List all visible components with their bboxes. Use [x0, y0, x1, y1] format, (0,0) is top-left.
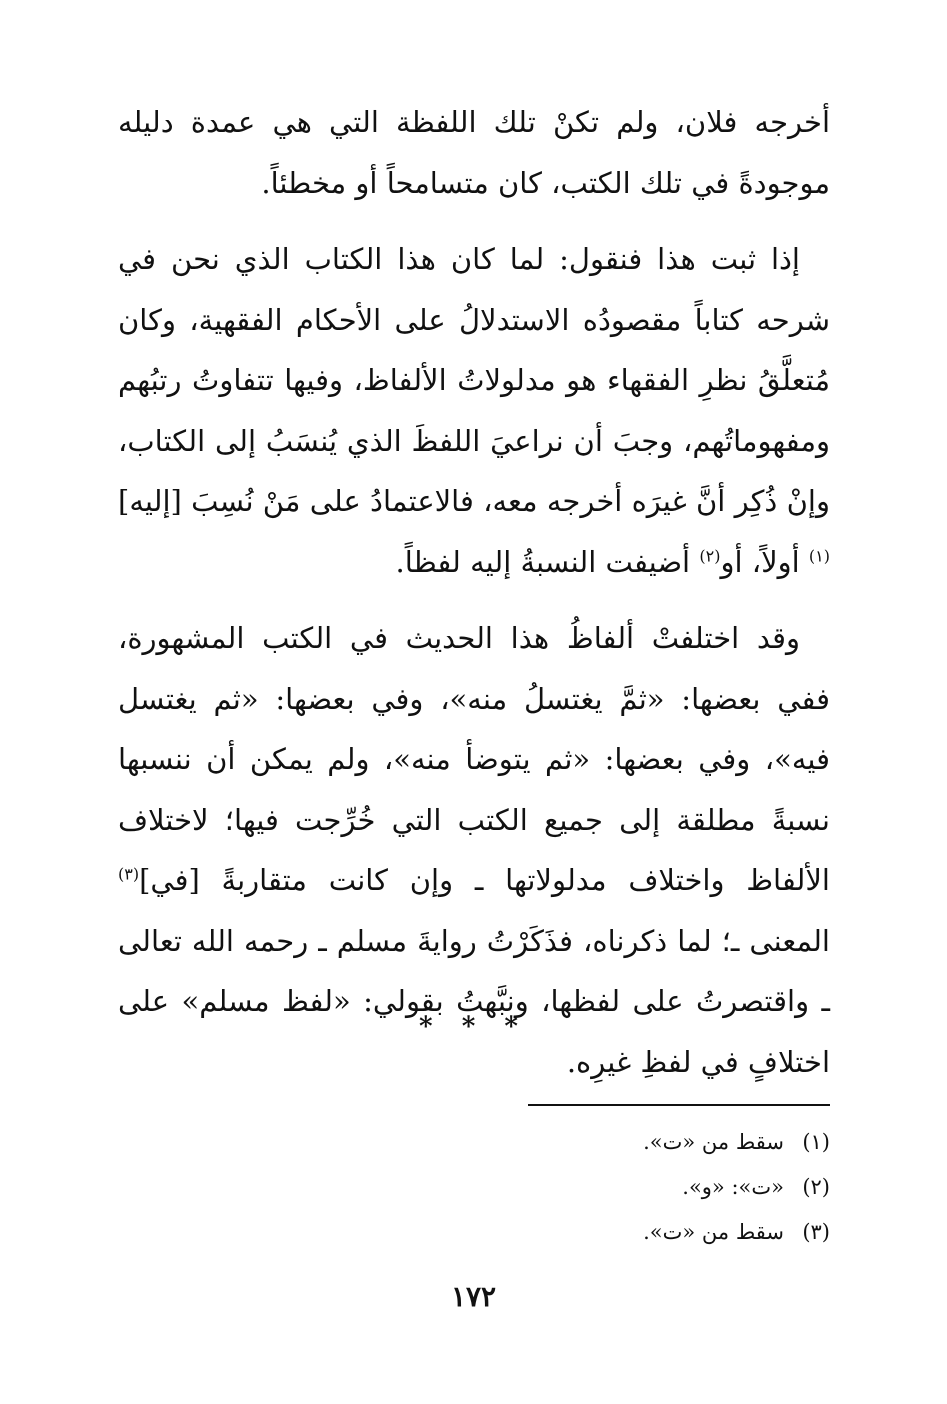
paragraph-2-text-a: إذا ثبت هذا فنقول: لما كان هذا الكتاب الذي نحن في شرحه كتاباً مقصودُه الاستدلالُ على الأحكام الفقهية، وكان مُتعلَّقُ نظرِ الفقهاء هو مدلولاتُ الألفاظ، وفيها تتفاوتُ رتبُهم ومفهوماتُهم، وجبَ أن نراعيَ اللفظَ الذي يُنسَبُ إلى الكتاب، وإنْ ذُكِر أنَّ غيرَه أخرجه معه، فالاعتمادُ على مَنْ نُسِبَ [إليه] — [118, 242, 830, 518]
footnote-number: (٢) — [802, 1175, 830, 1199]
footnote-number: (١) — [802, 1130, 830, 1154]
paragraph-3-text-a: وقد اختلفتْ ألفاظُ هذا الحديث في الكتب المشهورة، ففي بعضها: «ثمَّ يغتسلُ منه»، وفي بعضها: «ثم يغتسل فيه»، وفي بعضها: «ثم يتوضأ منه»، ولم يمكن أن ننسبها نسبةً مطلقة إلى جميع الكتب التي خُرِّجت فيها؛ لاختلاف الألفاظ واختلاف مدلولاتها ـ وإن كانت متقاربةً [في] — [118, 621, 830, 897]
paragraph-2-text-b: أولاً، أو — [720, 544, 809, 579]
page-number: ١٧٢ — [450, 1280, 497, 1313]
footnote-number: (٣) — [802, 1220, 830, 1244]
footnote-3 — [300, 1210, 830, 1255]
footnote-text: سقط من «ت». — [643, 1130, 784, 1154]
footnote-ref-1: (١) — [808, 545, 830, 565]
paragraph-3-text-b: المعنى ـ؛ لما ذكرناه، فذَكَرْتُ روايةَ مسلم ـ رحمه الله تعالى ـ واقتصرتُ على لفظها، ونبَّهتُ بقولي: «لفظ مسلم» على اختلافٍ في لفظِ غيرِه. — [118, 923, 830, 1079]
footnote-ref-2: (٢) — [699, 545, 721, 565]
footnote-text: سقط من «ت». — [643, 1220, 784, 1244]
footnote-text: «ت»: «و». — [682, 1175, 784, 1199]
paragraph-1 — [118, 92, 830, 213]
footnote-rule — [528, 1104, 830, 1106]
footnote-1 — [300, 1120, 830, 1165]
footnote-ref-3: (٣) — [118, 864, 140, 884]
footnote-2 — [300, 1165, 830, 1210]
paragraph-2-text-c: أضيفت النسبةُ إليه لفظاً. — [395, 544, 700, 579]
paragraph-2 — [118, 229, 830, 592]
footnotes — [300, 1120, 830, 1255]
paragraph-1-text: أخرجه فلان، ولم تكنْ تلك اللفظة التي هي عمدة دليله موجودةً في تلك الكتب، كان متسامحاً أو مخطئاً. — [118, 105, 830, 200]
main-text — [118, 92, 830, 1092]
section-separator: * * * — [419, 1012, 528, 1042]
